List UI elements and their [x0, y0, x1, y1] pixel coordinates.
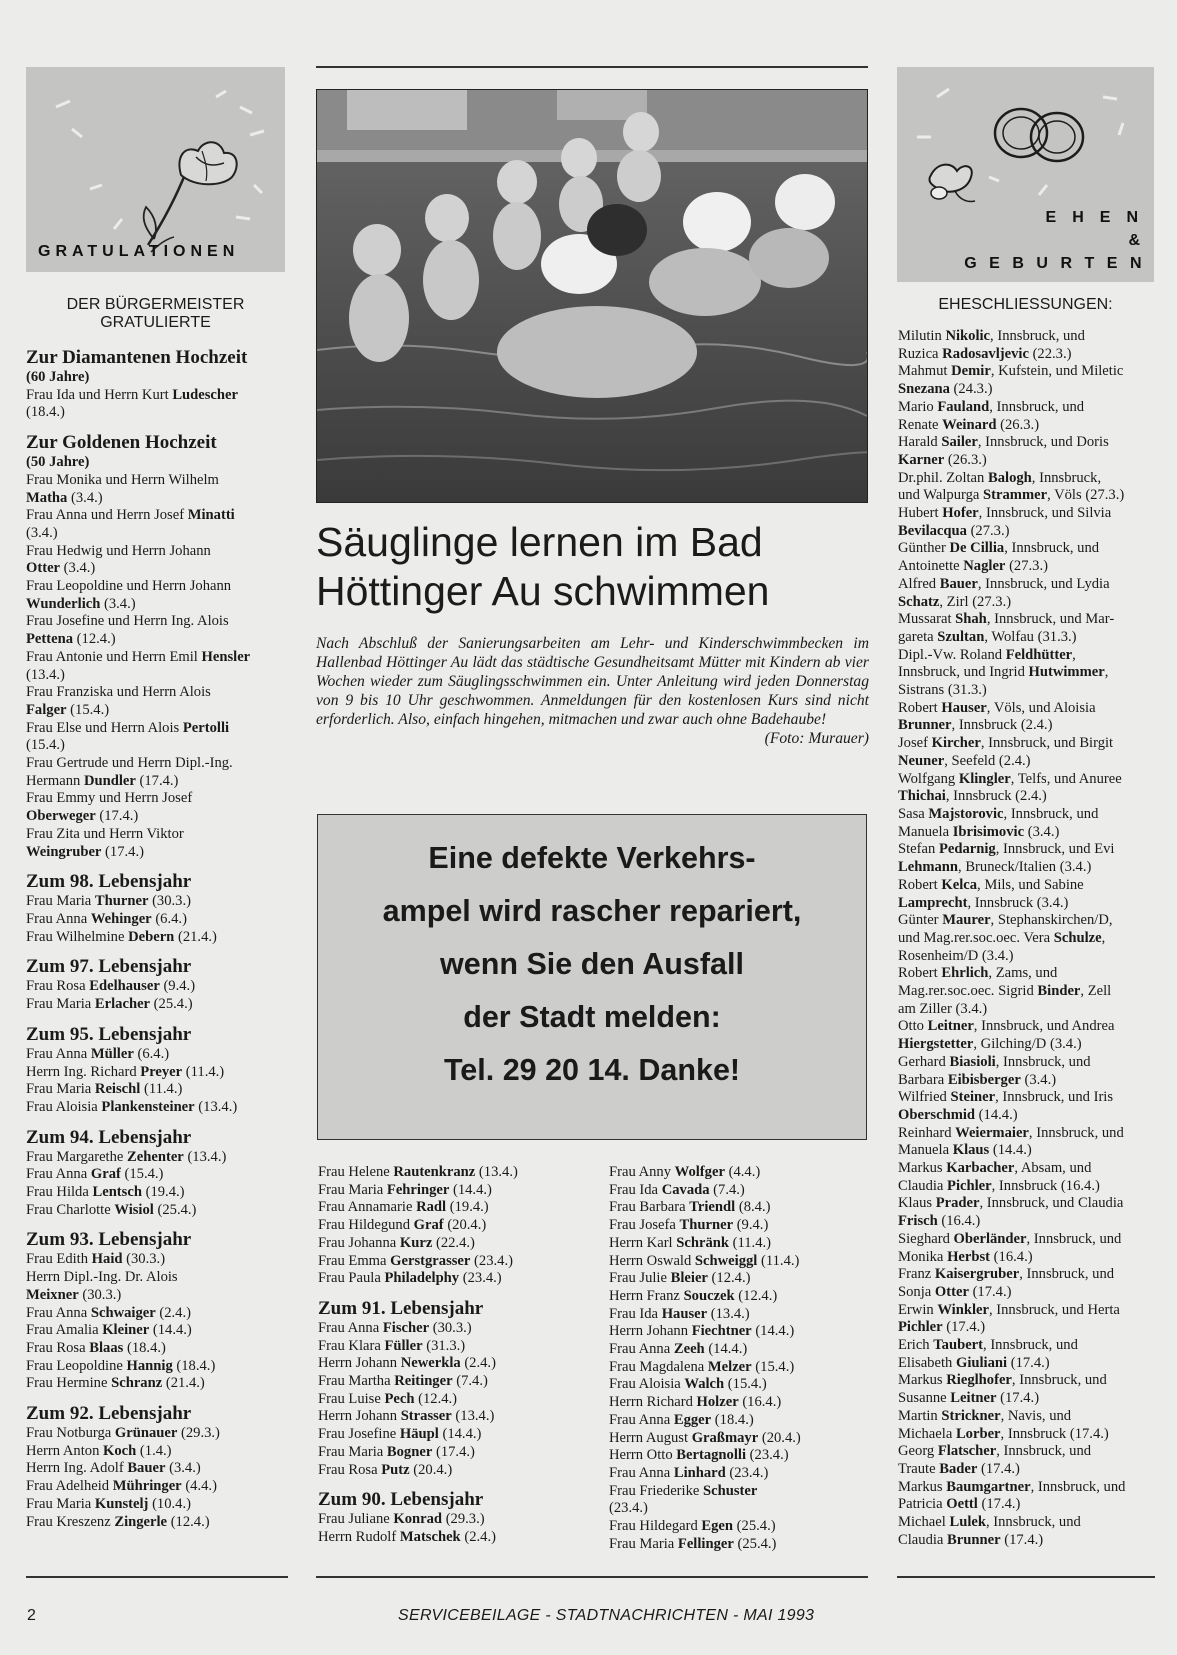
list-item: Frau Anna Egger (18.4.)	[609, 1411, 754, 1428]
list-item: Martin Strickner, Navis, und	[898, 1407, 1072, 1424]
left-intro-line1: DER BÜRGERMEISTER	[66, 296, 245, 313]
list-item: Markus Rieglhofer, Innsbruck, und	[898, 1372, 1107, 1389]
list-item: Herrn Franz Souczek (12.4.)	[609, 1287, 778, 1304]
list-item: Snezana (24.3.)	[898, 381, 993, 398]
section-title: Zur Goldenen Hochzeit	[26, 432, 217, 454]
list-item: Josef Kircher, Innsbruck, und Birgit	[898, 735, 1114, 752]
section-title: Zur Diamantenen Hochzeit	[26, 347, 248, 368]
section-title: Zum 91. Lebensjahr	[318, 1297, 484, 1319]
list-item: Robert Ehrlich, Zams, und	[898, 965, 1058, 982]
list-item: Herrn Dipl.-Ing. Dr. Alois	[26, 1269, 178, 1286]
list-item: Frau Emmy und Herrn Josef	[26, 790, 193, 807]
list-item: Frau Anna Linhard (23.4.)	[609, 1464, 769, 1481]
pool-scene-illustration	[317, 90, 867, 502]
list-item: Mahmut Demir, Kufstein, und Miletic	[898, 363, 1124, 380]
list-item: Markus Karbacher, Absam, und	[898, 1160, 1092, 1177]
gratulationen-banner	[26, 67, 285, 272]
list-item: Gerhard Biasioli, Innsbruck, und	[898, 1053, 1091, 1070]
notice-line5: Tel. 29 20 14. Danke!	[443, 1053, 741, 1087]
list-item: Frau Anny Wolfger (4.4.)	[609, 1164, 761, 1180]
bottom-rule-center	[316, 1576, 868, 1578]
list-item: Frau Maria Reischl (11.4.)	[26, 1081, 183, 1098]
list-item: Frau Amalia Kleiner (14.4.)	[26, 1322, 192, 1339]
list-item: Herrn Ing. Adolf Bauer (3.4.)	[26, 1460, 201, 1477]
list-item: Frau Johanna Kurz (22.4.)	[318, 1234, 475, 1251]
list-item: Mussarat Shah, Innsbruck, und Mar-	[898, 611, 1115, 628]
ampersand: &	[1128, 232, 1140, 249]
list-item: Claudia Pichler, Innsbruck (16.4.)	[898, 1177, 1100, 1194]
list-item: Robert Kelca, Mils, und Sabine	[898, 876, 1084, 893]
list-item: Stefan Pedarnig, Innsbruck, und Evi	[898, 841, 1115, 858]
list-item: Frau Ida Cavada (7.4.)	[609, 1181, 745, 1198]
list-item: Frau Martha Reitinger (7.4.)	[318, 1373, 488, 1390]
eheschliessungen-heading: EHESCHLIESSUNGEN:	[938, 296, 1113, 313]
list-item: Erich Taubert, Innsbruck, und	[898, 1337, 1078, 1354]
list-item: Frau Friederike Schuster	[609, 1482, 758, 1499]
list-item: Manuela Ibrisimovic (3.4.)	[898, 823, 1060, 840]
traffic-light-notice	[317, 814, 867, 1140]
section-title: Zum 97. Lebensjahr	[26, 956, 192, 978]
page-number: 2	[27, 1607, 36, 1624]
list-item: Frau Josefa Thurner (9.4.)	[609, 1217, 769, 1234]
list-item: Renate Weinard (26.3.)	[898, 416, 1040, 433]
list-item: Innsbruck, und Ingrid Hutwimmer,	[898, 664, 1109, 681]
list-item: Mag.rer.soc.oec. Sigrid Binder, Zell	[898, 983, 1112, 1000]
list-item: Frau Magdalena Melzer (15.4.)	[609, 1358, 795, 1375]
list-item: Frau Charlotte Wisiol (25.4.)	[26, 1201, 197, 1218]
list-item: Frau Anna Müller (6.4.)	[26, 1045, 170, 1062]
list-item: Otter (3.4.)	[26, 560, 96, 577]
list-item: Manuela Klaus (14.4.)	[898, 1142, 1032, 1159]
list-item: Frau Rosa Edelhauser (9.4.)	[26, 978, 196, 995]
list-item: Frau Else und Herrn Alois Pertolli	[26, 719, 230, 736]
section-title: Zum 92. Lebensjahr	[26, 1403, 192, 1425]
list-item: Frau Kreszenz Zingerle (12.4.)	[26, 1513, 210, 1530]
list-item: Frau Maria Fellinger (25.4.)	[609, 1535, 777, 1552]
list-item: Hubert Hofer, Innsbruck, und Silvia	[898, 505, 1112, 522]
list-item: Frau Hildegard Egen (25.4.)	[609, 1518, 776, 1535]
list-item: Rosenheim/D (3.4.)	[898, 947, 1014, 964]
list-item: Markus Baumgartner, Innsbruck, und	[898, 1478, 1126, 1495]
list-item: Barbara Eibisberger (3.4.)	[898, 1071, 1057, 1088]
list-item: Frau Notburga Grünauer (29.3.)	[26, 1425, 220, 1442]
middle-left-list	[318, 1164, 608, 1547]
section-title: Zum 90. Lebensjahr	[318, 1489, 484, 1511]
middle-right-list	[609, 1164, 879, 1553]
list-item: Pichler (17.4.)	[898, 1319, 986, 1336]
list-item: Frau Ida und Herrn Kurt Ludescher	[26, 386, 238, 403]
bottom-rule-right	[897, 1576, 1155, 1578]
list-item: Frau Aloisia Plankensteiner (13.4.)	[26, 1098, 238, 1115]
list-item: Ruzica Radosavljevic (22.3.)	[898, 345, 1072, 362]
headline-line2: Höttinger Au schwimmen	[316, 568, 770, 614]
tulip-illustration	[26, 67, 285, 272]
baby-swimming-photo	[316, 89, 868, 503]
section-title: Zum 95. Lebensjahr	[26, 1023, 192, 1045]
list-item: Frau Maria Bogner (17.4.)	[318, 1443, 475, 1460]
list-item: Herrn Johann Newerkla (2.4.)	[318, 1355, 496, 1372]
list-item: Frau Josefine Häupl (14.4.)	[318, 1426, 482, 1443]
right-column-list	[898, 328, 1163, 1550]
list-item: Frau Julie Bleier (12.4.)	[609, 1270, 751, 1287]
list-item: (18.4.)	[26, 404, 65, 421]
list-item: Frau Juliane Konrad (29.3.)	[318, 1511, 485, 1528]
list-item: Frau Helene Rautenkranz (13.4.)	[318, 1164, 518, 1180]
list-item: Harald Sailer, Innsbruck, und Doris	[898, 434, 1109, 451]
list-item: Frau Wilhelmine Debern (21.4.)	[26, 928, 217, 945]
gratulationen-title: GRATULATIONEN	[38, 243, 240, 260]
list-item: Frau Ida Hauser (13.4.)	[609, 1305, 750, 1322]
list-item: Sasa Majstorovic, Innsbruck, und	[898, 805, 1099, 822]
list-item: Herrn Ing. Richard Preyer (11.4.)	[26, 1063, 225, 1080]
list-item: Frau Hermine Schranz (21.4.)	[26, 1375, 205, 1392]
list-item: Frau Maria Erlacher (25.4.)	[26, 996, 193, 1013]
list-item: (15.4.)	[26, 737, 65, 754]
notice-line4: der Stadt melden:	[463, 1000, 721, 1034]
center-top-rule	[316, 66, 868, 68]
list-item: Reinhard Weiermaier, Innsbruck, und	[898, 1124, 1124, 1141]
list-item: Lehmann, Bruneck/Italien (3.4.)	[898, 859, 1092, 876]
list-item: Frau Anna und Herrn Josef Minatti	[26, 507, 235, 524]
list-item: Frau Hedwig und Herrn Johann	[26, 542, 211, 559]
left-column-list	[26, 347, 296, 1531]
list-item: Frau Aloisia Walch (15.4.)	[609, 1376, 767, 1393]
list-item: Frau Anna Schwaiger (2.4.)	[26, 1304, 191, 1321]
list-item: Günter Maurer, Stephanskirchen/D,	[898, 912, 1113, 929]
list-item: Matha (3.4.)	[26, 489, 103, 506]
list-item: Herrn Anton Koch (1.4.)	[26, 1442, 172, 1459]
list-item: Oberschmid (14.4.)	[898, 1106, 1018, 1123]
list-item: Falger (15.4.)	[26, 701, 110, 718]
list-item: Frau Franziska und Herrn Alois	[26, 684, 211, 701]
list-item: Frau Anna Graf (15.4.)	[26, 1166, 164, 1183]
list-item: Frau Antonie und Herrn Emil Hensler	[26, 648, 251, 665]
list-item: Franz Kaisergruber, Innsbruck, und	[898, 1266, 1115, 1283]
list-item: Patricia Oettl (17.4.)	[898, 1496, 1021, 1513]
list-item: Bevilacqua (27.3.)	[898, 522, 1010, 539]
list-item: Milutin Nikolic, Innsbruck, und	[898, 328, 1085, 344]
list-item: Antoinette Nagler (27.3.)	[898, 558, 1048, 575]
list-item: Frau Rosa Putz (20.4.)	[318, 1461, 453, 1478]
list-item: Frau Emma Gerstgrasser (23.4.)	[318, 1252, 513, 1269]
list-item: Mario Fauland, Innsbruck, und	[898, 398, 1085, 415]
list-item: Dr.phil. Zoltan Balogh, Innsbruck,	[898, 469, 1102, 486]
list-item: Schatz, Zirl (27.3.)	[898, 593, 1012, 610]
article-body: Nach Abschluß der Sanierungsarbeiten am Lehr- und Kinderschwimmbecken im Hallenbad Höttinger Au lädt das städtische Gesundheitsamt Mütter mit Kindern ab vier Wochen wieder zum Säuglingsschwimmen ein. Unter Anleitung wird jeden Donnerstag von 9 bis 10 Uhr geschwommen. Anmeldungen für den kostenlosen Kurs sind nicht erforderlich. Also, einfach hingehen, mitmachen und zwar auch ohne Badehaube!	[316, 635, 869, 728]
list-item: Karner (26.3.)	[898, 451, 987, 468]
ehen-title: EHEN	[1045, 209, 1154, 226]
list-item: Frau Rosa Blaas (18.4.)	[26, 1339, 166, 1356]
publication-footer: SERVICEBEILAGE - STADTNACHRICHTEN - MAI 1993	[398, 1607, 815, 1624]
list-item: Herrn Richard Holzer (16.4.)	[609, 1394, 782, 1411]
list-item: Monika Herbst (16.4.)	[898, 1248, 1033, 1265]
section-subtitle: (50 Jahre)	[26, 454, 90, 471]
list-item: Frau Adelheid Mühringer (4.4.)	[26, 1478, 217, 1495]
list-item: Erwin Winkler, Innsbruck, und Herta	[898, 1301, 1120, 1318]
list-item: Georg Flatscher, Innsbruck, und	[898, 1443, 1092, 1460]
left-intro	[26, 296, 285, 332]
list-item: Meixner (30.3.)	[26, 1286, 122, 1303]
list-item: Hiergstetter, Gilching/D (3.4.)	[898, 1036, 1082, 1053]
article-intro	[316, 634, 869, 748]
section-title: Zum 98. Lebensjahr	[26, 871, 192, 893]
list-item: Frau Anna Zeeh (14.4.)	[609, 1341, 748, 1358]
notice-line2: ampel wird rascher repariert,	[382, 894, 802, 928]
rings-illustration	[897, 67, 1154, 282]
notice-line1: Eine defekte Verkehrs-	[428, 841, 756, 875]
list-item: (3.4.)	[26, 524, 58, 541]
list-item: Frau Barbara Triendl (8.4.)	[609, 1199, 771, 1216]
list-item: Neuner, Seefeld (2.4.)	[898, 752, 1031, 769]
list-item: gareta Szultan, Wolfau (31.3.)	[898, 628, 1077, 645]
list-item: Frau Margarethe Zehenter (13.4.)	[26, 1148, 227, 1165]
left-intro-line2: GRATULIERTE	[100, 314, 211, 331]
list-item: Traute Bader (17.4.)	[898, 1461, 1020, 1477]
list-item: Brunner, Innsbruck (2.4.)	[898, 717, 1053, 734]
list-item: Frisch (16.4.)	[898, 1213, 981, 1230]
list-item: Sonja Otter (17.4.)	[898, 1283, 1012, 1300]
list-item: Claudia Brunner (17.4.)	[898, 1531, 1044, 1548]
list-item: Lamprecht, Innsbruck (3.4.)	[898, 894, 1069, 911]
list-item: Thichai, Innsbruck (2.4.)	[898, 788, 1047, 805]
list-item: Sistrans (31.3.)	[898, 682, 987, 699]
list-item: Alfred Bauer, Innsbruck, und Lydia	[898, 575, 1110, 592]
list-item: Frau Hilda Lentsch (19.4.)	[26, 1184, 185, 1201]
section-title: Zum 93. Lebensjahr	[26, 1229, 192, 1251]
list-item: Frau Edith Haid (30.3.)	[26, 1251, 166, 1268]
geburten-title: GEBURTEN	[964, 255, 1154, 272]
list-item: Frau Gertrude und Herrn Dipl.-Ing.	[26, 755, 233, 772]
list-item: Frau Leopoldine und Herrn Johann	[26, 578, 232, 595]
list-item: Günther De Cillia, Innsbruck, und	[898, 540, 1100, 557]
headline-line1: Säuglinge lernen im Bad	[316, 519, 763, 565]
list-item: Dipl.-Vw. Roland Feldhütter,	[898, 646, 1076, 663]
list-item: Oberweger (17.4.)	[26, 808, 139, 825]
list-item: Frau Maria Fehringer (14.4.)	[318, 1181, 492, 1198]
list-item: Frau Josefine und Herrn Ing. Alois	[26, 613, 229, 630]
list-item: Frau Maria Thurner (30.3.)	[26, 893, 191, 910]
article-headline	[316, 518, 876, 616]
list-item: Wolfgang Klingler, Telfs, und Anuree	[898, 770, 1122, 787]
list-item: Frau Klara Füller (31.3.)	[318, 1337, 466, 1354]
list-item: Michael Lulek, Innsbruck, und	[898, 1514, 1081, 1531]
list-item: Frau Maria Kunstelj (10.4.)	[26, 1495, 191, 1512]
list-item: Klaus Prader, Innsbruck, und Claudia	[898, 1195, 1124, 1212]
list-item: Frau Monika und Herrn Wilhelm	[26, 471, 219, 488]
list-item: Susanne Leitner (17.4.)	[898, 1390, 1040, 1407]
list-item: Herrn Johann Strasser (13.4.)	[318, 1408, 495, 1425]
list-item: Herrn Johann Fiechtner (14.4.)	[609, 1323, 795, 1340]
list-item: Weingruber (17.4.)	[26, 843, 144, 860]
list-item: Robert Hauser, Völs, und Aloisia	[898, 699, 1096, 716]
list-item: Herrn Karl Schränk (11.4.)	[609, 1234, 771, 1251]
section-subtitle: (60 Jahre)	[26, 369, 90, 385]
list-item: Frau Leopoldine Hannig (18.4.)	[26, 1357, 216, 1374]
list-item: Herrn Otto Bertagnolli (23.4.)	[609, 1447, 789, 1464]
list-item: Elisabeth Giuliani (17.4.)	[898, 1354, 1050, 1371]
list-item: Frau Paula Philadelphy (23.4.)	[318, 1270, 502, 1287]
list-item: (23.4.)	[609, 1500, 648, 1517]
list-item: Frau Zita und Herrn Viktor	[26, 825, 184, 842]
list-item: Frau Anna Fischer (30.3.)	[318, 1319, 472, 1336]
list-item: Pettena (12.4.)	[26, 631, 116, 648]
list-item: Frau Anna Wehinger (6.4.)	[26, 910, 187, 927]
list-item: Frau Hildegund Graf (20.4.)	[318, 1217, 487, 1234]
list-item: Herrn Oswald Schweiggl (11.4.)	[609, 1252, 800, 1269]
bottom-rule-left	[26, 1576, 288, 1578]
list-item: Frau Annamarie Radl (19.4.)	[318, 1199, 489, 1216]
list-item: Sieghard Oberländer, Innsbruck, und	[898, 1230, 1122, 1247]
list-item: und Walpurga Strammer, Völs (27.3.)	[898, 487, 1125, 504]
list-item: Otto Leitner, Innsbruck, und Andrea	[898, 1018, 1115, 1035]
list-item: Michaela Lorber, Innsbruck (17.4.)	[898, 1425, 1109, 1442]
list-item: Wunderlich (3.4.)	[26, 595, 136, 612]
photo-credit: (Foto: Murauer)	[764, 730, 869, 747]
list-item: Frau Luise Pech (12.4.)	[318, 1390, 458, 1407]
notice-line3: wenn Sie den Ausfall	[440, 947, 744, 981]
list-item: und Mag.rer.soc.oec. Vera Schulze,	[898, 929, 1106, 946]
list-item: Hermann Dundler (17.4.)	[26, 772, 179, 789]
list-item: (13.4.)	[26, 666, 65, 683]
list-item: am Ziller (3.4.)	[898, 1000, 988, 1017]
list-item: Wilfried Steiner, Innsbruck, und Iris	[898, 1089, 1114, 1106]
section-title: Zum 94. Lebensjahr	[26, 1126, 192, 1148]
ehen-geburten-banner	[897, 67, 1154, 282]
list-item: Herrn August Graßmayr (20.4.)	[609, 1429, 801, 1446]
list-item: Herrn Rudolf Matschek (2.4.)	[318, 1528, 496, 1545]
